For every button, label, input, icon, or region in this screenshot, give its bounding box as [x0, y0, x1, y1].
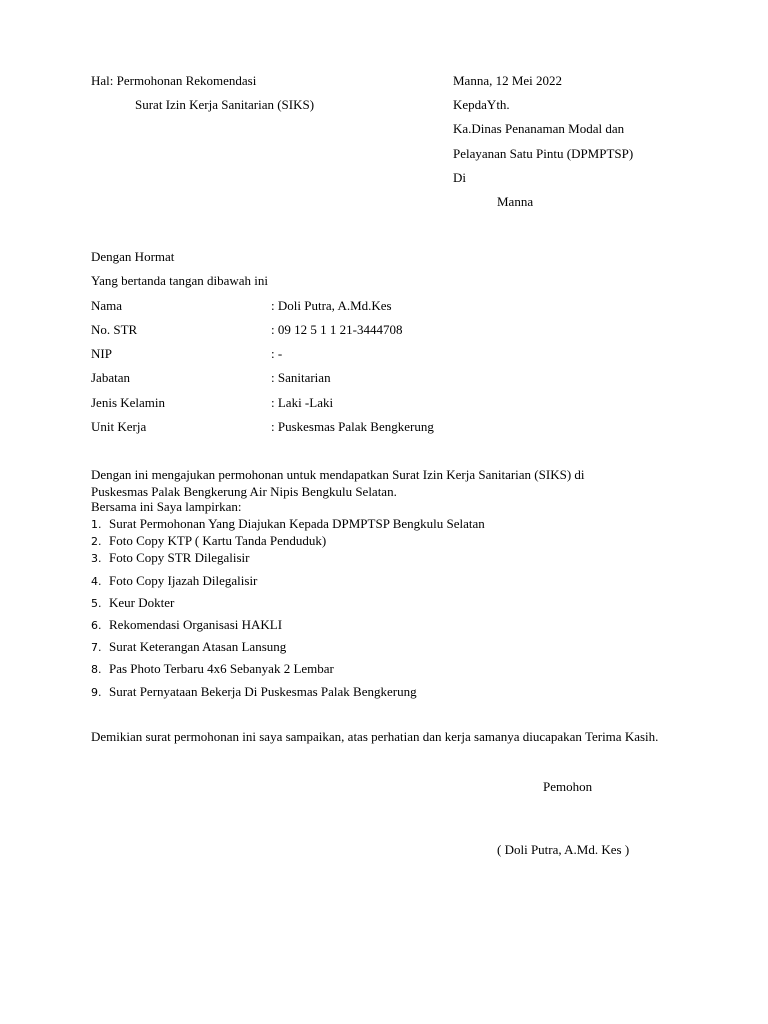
identity-label: No. STR	[91, 322, 138, 337]
identity-value: : Doli Putra, A.Md.Kes	[271, 298, 392, 313]
signature-role: Pemohon	[543, 779, 593, 794]
list-item	[91, 572, 257, 590]
list-item	[91, 660, 334, 678]
identity-label: Nama	[91, 298, 123, 313]
place-date: Manna, 12 Mei 2022	[453, 73, 563, 88]
list-text: Surat Pernyataan Bekerja Di Puskesmas Palak Bengkerung	[109, 684, 417, 699]
list-text: Foto Copy KTP ( Kartu Tanda Penduduk)	[109, 533, 327, 548]
list-text: Pas Photo Terbaru 4x6 Sebanyak 2 Lembar	[109, 661, 334, 676]
list-text: Foto Copy Ijazah Dilegalisir	[109, 573, 258, 588]
recipient-line-1: Ka.Dinas Penanaman Modal dan	[453, 121, 625, 136]
list-text: Keur Dokter	[109, 595, 175, 610]
list-item	[91, 638, 286, 656]
signature-name: ( Doli Putra, A.Md. Kes )	[497, 842, 630, 857]
identity-label: Jenis Kelamin	[91, 395, 166, 410]
request-line-1: Dengan ini mengajukan permohonan untuk mendapatkan Surat Izin Kerja Sanitarian (SIKS) di	[91, 467, 585, 482]
list-number: 2.	[91, 535, 102, 548]
list-number: 1.	[91, 518, 102, 531]
recipient-line-3: Di	[453, 170, 466, 185]
identity-value: : 09 12 5 1 1 21-3444708	[271, 322, 403, 337]
request-line-2: Puskesmas Palak Bengkerung Air Nipis Bengkulu Selatan.	[91, 484, 397, 499]
list-number: 5.	[91, 597, 102, 610]
list-item	[91, 532, 326, 550]
list-item	[91, 616, 282, 634]
greeting: Dengan Hormat	[91, 249, 175, 264]
list-text: Rekomendasi Organisasi HAKLI	[109, 617, 283, 632]
list-number: 9.	[91, 686, 102, 699]
list-item	[91, 683, 417, 701]
closing-paragraph: Demikian surat permohonan ini saya sampaikan, atas perhatian dan kerja samanya diucapakan Terima Kasih.	[91, 729, 659, 744]
attachments-intro: Bersama ini Saya lampirkan:	[91, 499, 242, 514]
list-text: Surat Permohonan Yang Diajukan Kepada DPMPTSP Bengkulu Selatan	[109, 516, 485, 531]
recipient-line-2: Pelayanan Satu Pintu (DPMPTSP)	[453, 146, 634, 161]
list-number: 6.	[91, 619, 102, 632]
list-number: 3.	[91, 552, 102, 565]
list-number: 7.	[91, 641, 102, 654]
list-number: 4.	[91, 575, 102, 588]
list-item	[91, 549, 249, 567]
identity-value: : Laki -Laki	[271, 395, 334, 410]
recipient-salutation: KepdaYth.	[453, 97, 510, 112]
recipient-city: Manna	[497, 194, 534, 209]
intro-line: Yang bertanda tangan dibawah ini	[91, 273, 269, 288]
list-text: Foto Copy STR Dilegalisir	[109, 550, 250, 565]
identity-label: Unit Kerja	[91, 419, 147, 434]
identity-label: NIP	[91, 346, 112, 361]
list-text: Surat Keterangan Atasan Lansung	[109, 639, 287, 654]
identity-value: : -	[271, 346, 283, 361]
identity-value: : Puskesmas Palak Bengkerung	[271, 419, 434, 434]
list-item	[91, 515, 485, 533]
list-item	[91, 594, 174, 612]
identity-value: : Sanitarian	[271, 370, 331, 385]
list-number: 8.	[91, 663, 102, 676]
subject-label: Hal: Permohonan Rekomendasi	[91, 73, 257, 88]
subject-line-2: Surat Izin Kerja Sanitarian (SIKS)	[135, 97, 315, 112]
identity-label: Jabatan	[91, 370, 130, 385]
